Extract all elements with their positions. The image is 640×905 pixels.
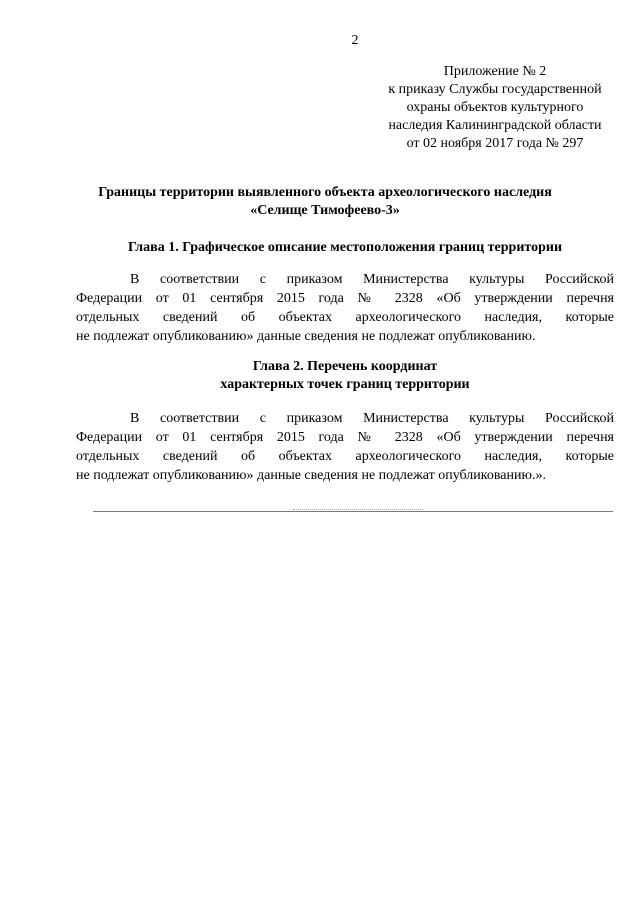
chapter2-heading: [70, 358, 620, 394]
document-title: [70, 184, 580, 220]
paragraph-line: В соответствии с приказом Министерства культуры Российской: [130, 411, 614, 426]
appendix-line: к приказу Службы государственной: [388, 82, 602, 97]
title-line: «Селище Тимофеево-3»: [250, 203, 400, 218]
paragraph-line: не подлежат опубликованию» данные сведения не подлежат опубликованию.: [76, 329, 536, 344]
paragraph-line: Федерации от 01 сентября 2015 года № 2328 «Об утверждении перечня: [76, 430, 614, 445]
appendix-line: от 02 ноября 2017 года № 297: [406, 136, 584, 151]
title-line: Границы территории выявленного объекта археологического наследия: [98, 185, 552, 200]
separator-mark: [293, 509, 423, 510]
paragraph-line: отдельных сведений об объектах археологического наследия, которые: [76, 310, 614, 325]
chapter2-heading-line: характерных точек границ территории: [220, 377, 470, 392]
chapter1-paragraph: [76, 270, 614, 346]
separator-line: [93, 511, 613, 512]
chapter2-paragraph: [76, 409, 614, 485]
appendix-line: наследия Калининградской области: [388, 118, 602, 133]
page-number: 2: [351, 33, 359, 48]
appendix-block: [360, 63, 630, 153]
paragraph-line: отдельных сведений об объектах археологического наследия, которые: [76, 449, 614, 464]
appendix-line: Приложение № 2: [443, 64, 547, 79]
paragraph-line: Федерации от 01 сентября 2015 года № 2328 «Об утверждении перечня: [76, 291, 614, 306]
appendix-line: охраны объектов культурного: [406, 100, 584, 115]
paragraph-line: В соответствии с приказом Министерства культуры Российской: [130, 272, 614, 287]
paragraph-line: не подлежат опубликованию» данные сведения не подлежат опубликованию.».: [76, 468, 546, 483]
chapter1-heading: [70, 239, 620, 257]
chapter2-heading-line: Глава 2. Перечень координат: [252, 359, 438, 374]
chapter1-heading-text: Глава 1. Графическое описание местоположения границ территории: [127, 240, 563, 255]
